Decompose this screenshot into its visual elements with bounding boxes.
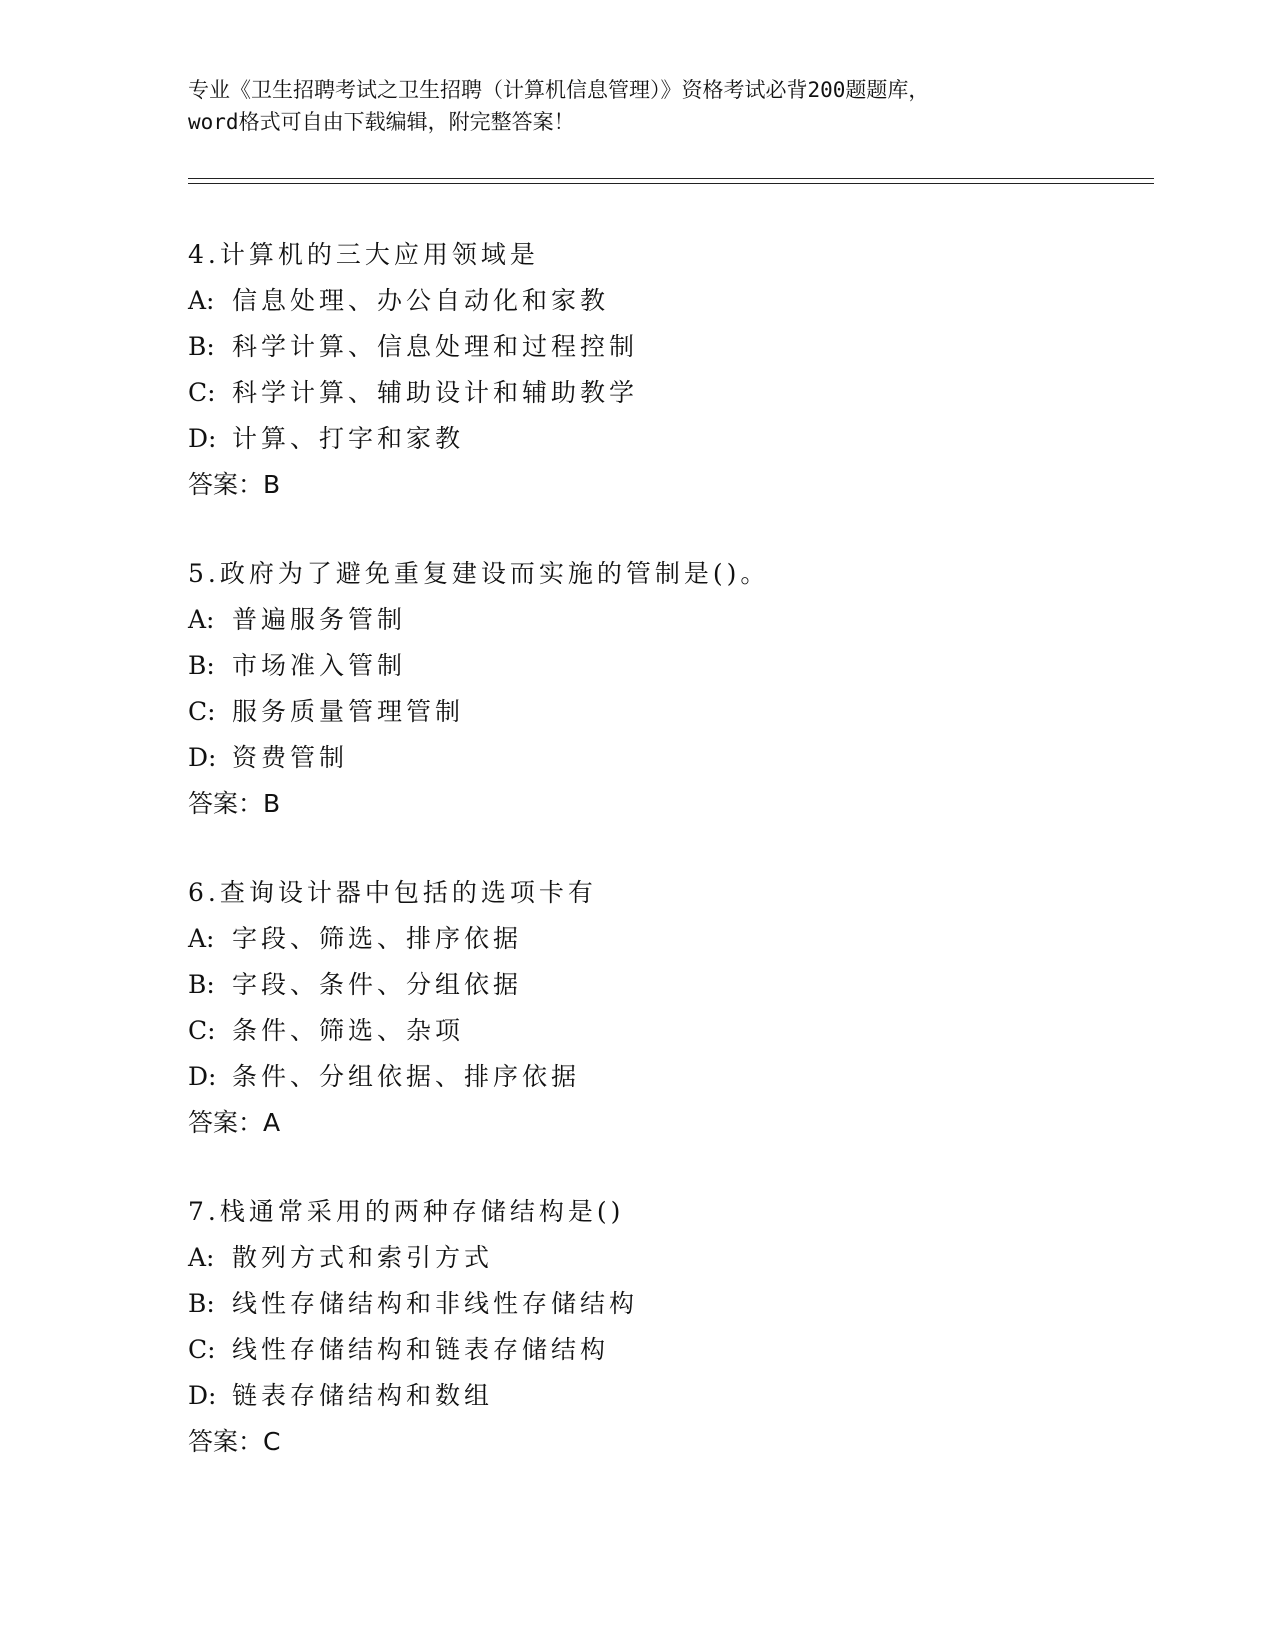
option-text: 信息处理、办公自动化和家教 [232, 286, 610, 315]
header-divider-top [188, 178, 1154, 179]
option-d [188, 1054, 1088, 1100]
document-header [188, 74, 1088, 138]
option-label: B: [188, 970, 215, 999]
option-label: D: [188, 1381, 217, 1410]
answer: 答案：C [188, 1427, 281, 1456]
option-label: D: [188, 743, 217, 772]
option-label: B: [188, 332, 215, 361]
option-b [188, 1281, 1088, 1327]
option-label: D: [188, 1062, 217, 1091]
answer: 答案：A [188, 1108, 281, 1137]
option-text: 线性存储结构和链表存储结构 [232, 1335, 610, 1364]
option-d [188, 416, 1088, 462]
option-a [188, 597, 1088, 643]
option-text: 资费管制 [232, 743, 349, 772]
option-label: A: [188, 286, 215, 315]
option-label: C: [188, 1335, 216, 1364]
option-text: 条件、分组依据、排序依据 [232, 1062, 581, 1091]
option-b [188, 962, 1088, 1008]
option-text: 字段、条件、分组依据 [232, 970, 523, 999]
header-line-1: 专业《卫生招聘考试之卫生招聘（计算机信息管理）》资格考试必背200题题库， [188, 78, 930, 102]
header-divider-bottom [188, 183, 1154, 184]
option-text: 市场准入管制 [232, 651, 407, 680]
option-d [188, 735, 1088, 781]
question-title: 5.政府为了避免重复建设而实施的管制是()。 [188, 559, 770, 588]
option-a [188, 916, 1088, 962]
question-6 [188, 870, 1088, 1146]
option-text: 普遍服务管制 [232, 605, 407, 634]
option-text: 科学计算、信息处理和过程控制 [232, 332, 639, 361]
option-text: 科学计算、辅助设计和辅助教学 [232, 378, 639, 407]
option-c [188, 1008, 1088, 1054]
question-title: 7.栈通常采用的两种存储结构是() [188, 1197, 625, 1226]
option-text: 散列方式和索引方式 [232, 1243, 494, 1272]
question-title: 6.查询设计器中包括的选项卡有 [188, 878, 597, 907]
option-c [188, 370, 1088, 416]
question-5 [188, 551, 1088, 827]
option-label: C: [188, 1016, 216, 1045]
option-text: 字段、筛选、排序依据 [232, 924, 523, 953]
option-text: 计算、打字和家教 [232, 424, 465, 453]
option-c [188, 689, 1088, 735]
option-text: 条件、筛选、杂项 [232, 1016, 465, 1045]
question-title: 4.计算机的三大应用领域是 [188, 240, 539, 269]
option-b [188, 643, 1088, 689]
option-c [188, 1327, 1088, 1373]
option-text: 线性存储结构和非线性存储结构 [232, 1289, 639, 1318]
option-label: C: [188, 697, 216, 726]
option-label: A: [188, 924, 215, 953]
option-label: B: [188, 651, 215, 680]
option-label: C: [188, 378, 216, 407]
answer: 答案：B [188, 470, 281, 499]
option-text: 链表存储结构和数组 [232, 1381, 494, 1410]
question-4 [188, 232, 1088, 508]
header-line-2: word格式可自由下载编辑，附完整答案！ [188, 110, 575, 134]
option-label: A: [188, 1243, 215, 1272]
option-a [188, 278, 1088, 324]
option-label: B: [188, 1289, 215, 1318]
option-label: A: [188, 605, 215, 634]
option-text: 服务质量管理管制 [232, 697, 465, 726]
option-label: D: [188, 424, 217, 453]
option-d [188, 1373, 1088, 1419]
option-b [188, 324, 1088, 370]
answer: 答案：B [188, 789, 281, 818]
option-a [188, 1235, 1088, 1281]
question-7 [188, 1189, 1088, 1465]
